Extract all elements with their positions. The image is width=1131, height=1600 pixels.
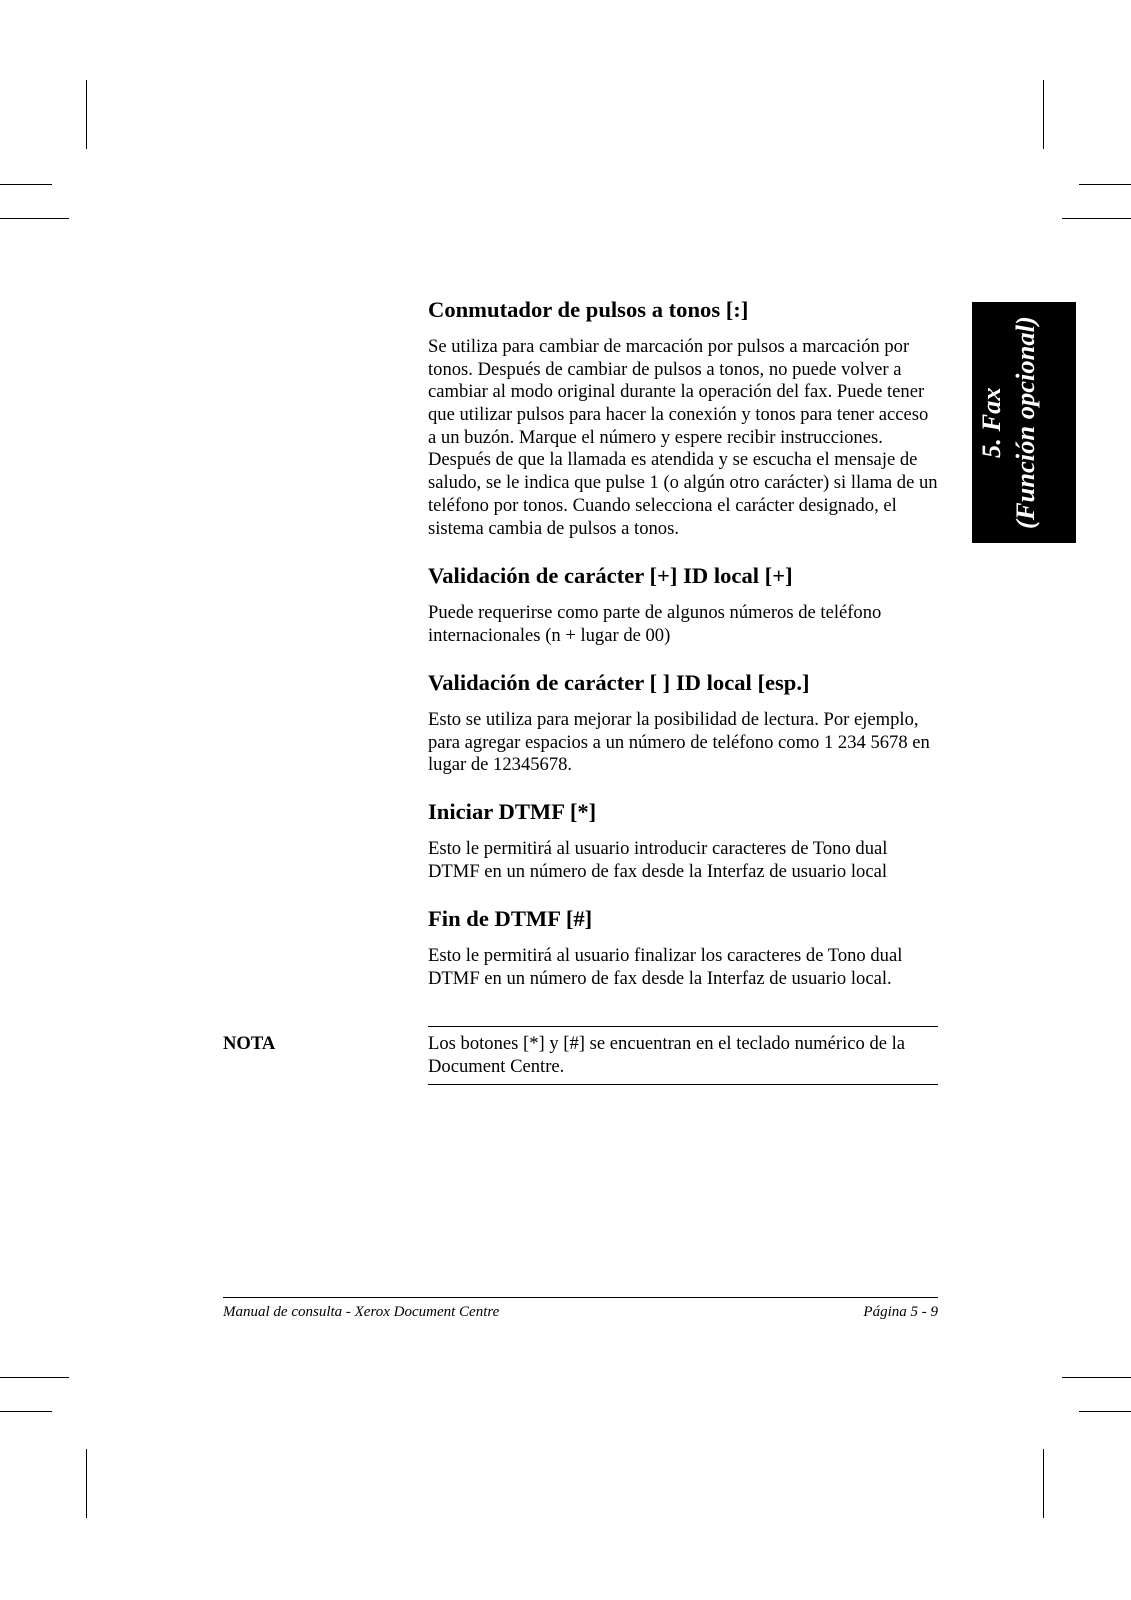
section-paragraph xyxy=(428,838,938,883)
crop-mark-top-left-upper xyxy=(0,184,52,185)
note-rule-bottom xyxy=(428,1084,938,1085)
section-heading: Fin de DTMF [#] xyxy=(428,906,593,931)
section-heading: Conmutador de pulsos a tonos [:] xyxy=(428,297,749,322)
crop-mark-top-right-upper xyxy=(1079,184,1131,185)
paragraph-line: que utilizar pulsos para hacer la conexión y tonos para tener acceso xyxy=(428,404,929,426)
paragraph-line: lugar de 12345678. xyxy=(428,754,573,776)
paragraph-line: internacionales (n + lugar de 00) xyxy=(428,624,671,646)
chapter-tab-label xyxy=(974,302,1042,543)
note-line: Document Centre. xyxy=(428,1055,565,1077)
footer-manual-title: Manual de consulta - Xerox Document Centre xyxy=(223,1304,500,1320)
paragraph-line: cambiar al modo original durante la operación del fax. Puede tener xyxy=(428,381,925,403)
paragraph-line: Esto le permitirá al usuario finalizar los caracteres de Tono dual xyxy=(428,945,903,966)
section-heading: Iniciar DTMF [*] xyxy=(428,799,597,824)
paragraph-line: para agregar espacios a un número de teléfono como 1 234 5678 en xyxy=(428,731,930,753)
chapter-tab-title: 5. Fax xyxy=(976,387,1006,458)
crop-mark-bottom-right-vertical xyxy=(1043,1449,1044,1518)
crop-mark-bottom-left-vertical xyxy=(86,1449,87,1518)
crop-mark-bottom-right-upper xyxy=(1062,1377,1131,1378)
footer-rule xyxy=(223,1297,938,1298)
chapter-tab xyxy=(972,302,1076,543)
paragraph-line: saludo, se le indica que pulse 1 (o algún otro carácter) si llama de un xyxy=(428,472,938,494)
chapter-tab-subtitle: (Función opcional) xyxy=(1010,316,1040,529)
section-heading: Validación de carácter [+] ID local [+] xyxy=(428,563,793,588)
crop-mark-bottom-left-lower xyxy=(0,1411,52,1412)
note-rule-top xyxy=(428,1026,938,1027)
note-label: NOTA xyxy=(223,1033,276,1054)
crop-mark-bottom-right-lower xyxy=(1079,1411,1131,1412)
section-paragraph xyxy=(428,602,938,647)
crop-mark-top-left-lower xyxy=(0,218,69,219)
section-paragraph xyxy=(428,945,938,990)
paragraph-line: teléfono por tonos. Cuando selecciona el carácter designado, el xyxy=(428,494,897,516)
paragraph-line: a un buzón. Marque el número y espere recibir instrucciones. xyxy=(428,426,883,448)
paragraph-line: Puede requerirse como parte de algunos números de teléfono xyxy=(428,602,882,623)
crop-mark-top-right-vertical xyxy=(1043,80,1044,149)
paragraph-line: sistema cambia de pulsos a tonos. xyxy=(428,517,679,539)
paragraph-line: Esto se utiliza para mejorar la posibilidad de lectura. Por ejemplo, xyxy=(428,709,919,730)
section-heading: Validación de carácter [ ] ID local [esp.] xyxy=(428,670,810,695)
paragraph-line: DTMF en un número de fax desde la Interfaz de usuario local xyxy=(428,860,887,882)
paragraph-line: tonos. Después de cambiar de pulsos a tonos, no puede volver a xyxy=(428,358,902,380)
footer-page-number: Página 5 - 9 xyxy=(863,1304,938,1320)
section-paragraph xyxy=(428,336,938,540)
crop-mark-bottom-left-upper xyxy=(0,1377,69,1378)
note-text xyxy=(428,1033,938,1078)
paragraph-line: Después de que la llamada es atendida y se escucha el mensaje de xyxy=(428,449,918,471)
section-paragraph xyxy=(428,709,938,777)
paragraph-line: Esto le permitirá al usuario introducir caracteres de Tono dual xyxy=(428,838,888,859)
paragraph-line: DTMF en un número de fax desde la Interfaz de usuario local. xyxy=(428,967,892,989)
crop-mark-top-right-lower xyxy=(1062,218,1131,219)
crop-mark-top-left-vertical xyxy=(86,80,87,149)
paragraph-line: Se utiliza para cambiar de marcación por pulsos a marcación por xyxy=(428,336,910,357)
note-line: Los botones [*] y [#] se encuentran en el teclado numérico de la xyxy=(428,1033,906,1054)
